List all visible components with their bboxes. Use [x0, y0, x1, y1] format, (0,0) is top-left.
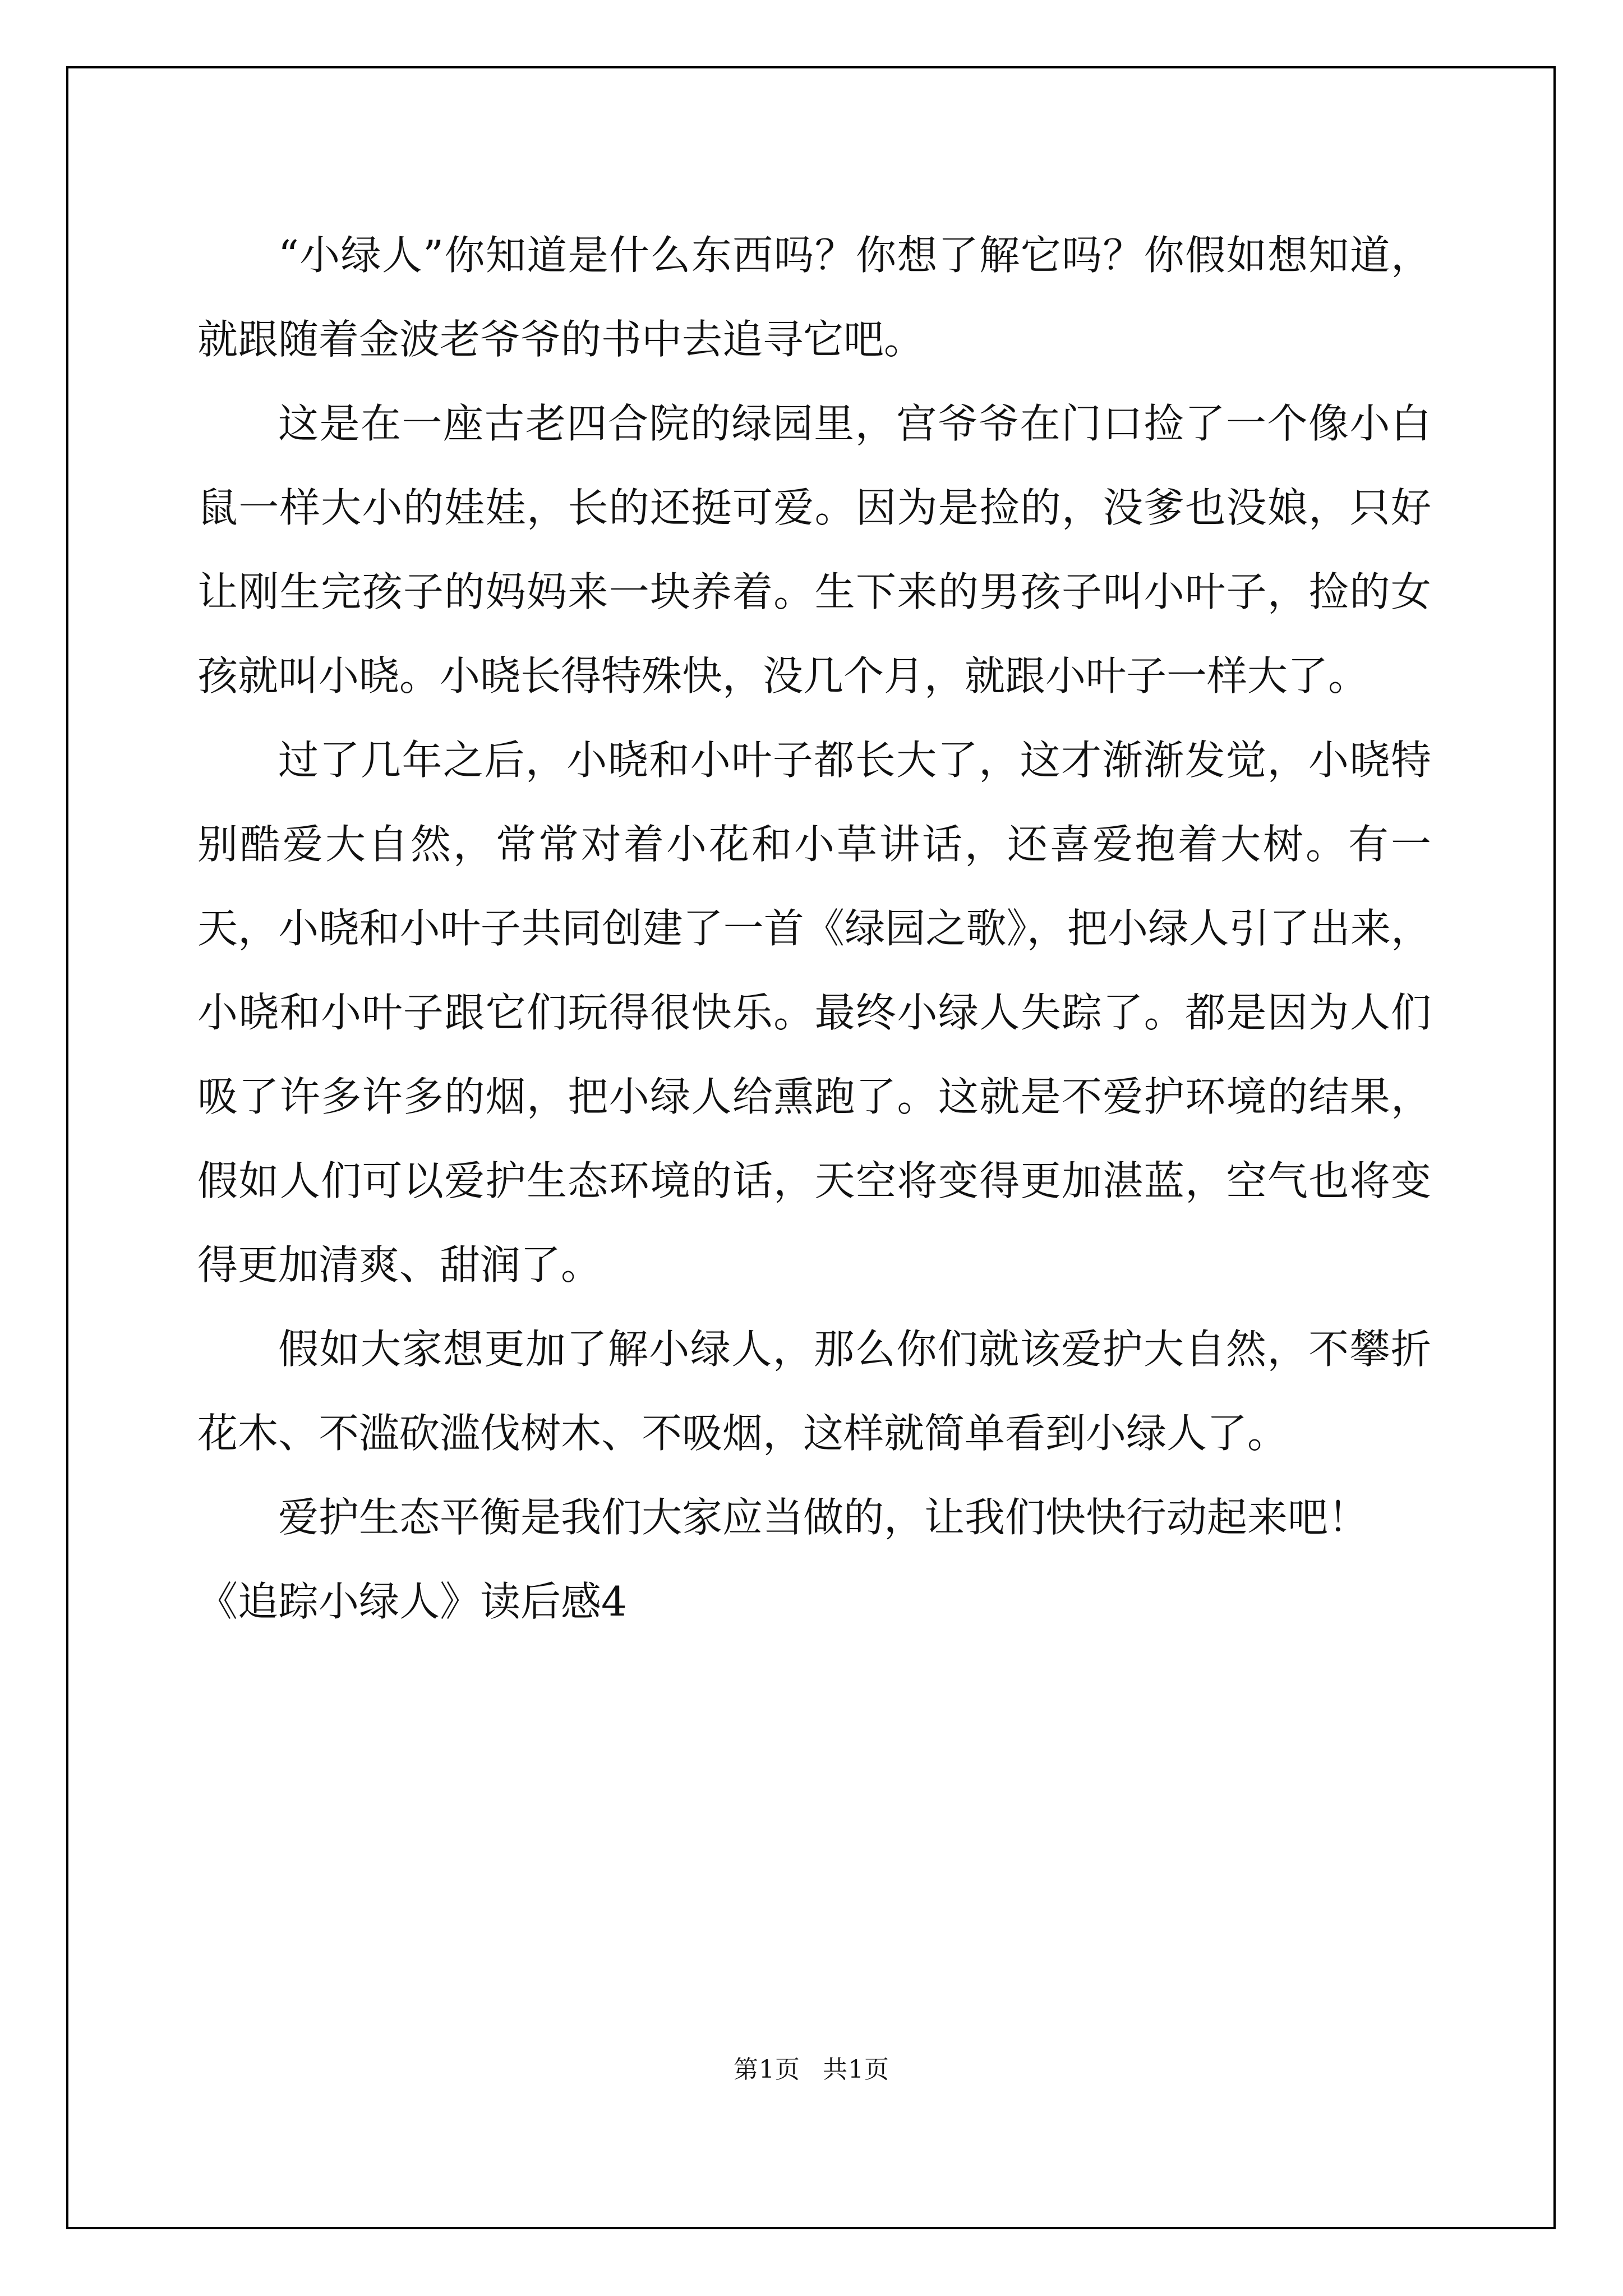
paragraph-1: “小绿人”你知道是什么东西吗？你想了解它吗？你假如想知道，就跟随着金波老爷爷的书中去追寻它吧。 [197, 232, 1431, 363]
paragraph-3: 过了几年之后，小晓和小叶子都长大了，这才渐渐发觉，小晓特别酷爱大自然，常常对着小花和小草讲话，还喜爱抱着大树。有一天，小晓和小叶子共同创建了一首《绿园之歌》，把小绿人引了出来，小晓和小叶子跟它们玩得很快乐。最终小绿人失踪了。都是因为人们吸了许多许多的烟，把小绿人给熏跑了。这就是不爱护环境的结果，假如人们可以爱护生态环境的话，天空将变得更加湛蓝，空气也将变得更加清爽、甜润了。 [197, 737, 1431, 1289]
page-total: 共1页 [823, 2055, 889, 2084]
page-number: 第1页 [734, 2055, 800, 2084]
paragraph-5: 爱护生态平衡是我们大家应当做的，让我们快快行动起来吧！ [278, 1494, 1369, 1541]
page-footer [0, 2053, 1623, 2087]
paragraph-2: 这是在一座古老四合院的绿园里，宫爷爷在门口捡了一个像小白鼠一样大小的娃娃，长的还挺可爱。因为是捡的，没爹也没娘，只好让刚生完孩子的妈妈来一块养着。生下来的男孩子叫小叶子，捡的女孩就叫小晓。小晓长得特殊快，没几个月，就跟小叶子一样大了。 [197, 400, 1431, 700]
paragraph-4: 假如大家想更加了解小绿人，那么你们就该爱护大自然，不攀折花木、不滥砍滥伐树木、不吸烟，这样就简单看到小绿人了。 [197, 1326, 1431, 1457]
document-body [197, 213, 1431, 1644]
next-essay-title: 《追踪小绿人》读后感4 [197, 1578, 627, 1625]
